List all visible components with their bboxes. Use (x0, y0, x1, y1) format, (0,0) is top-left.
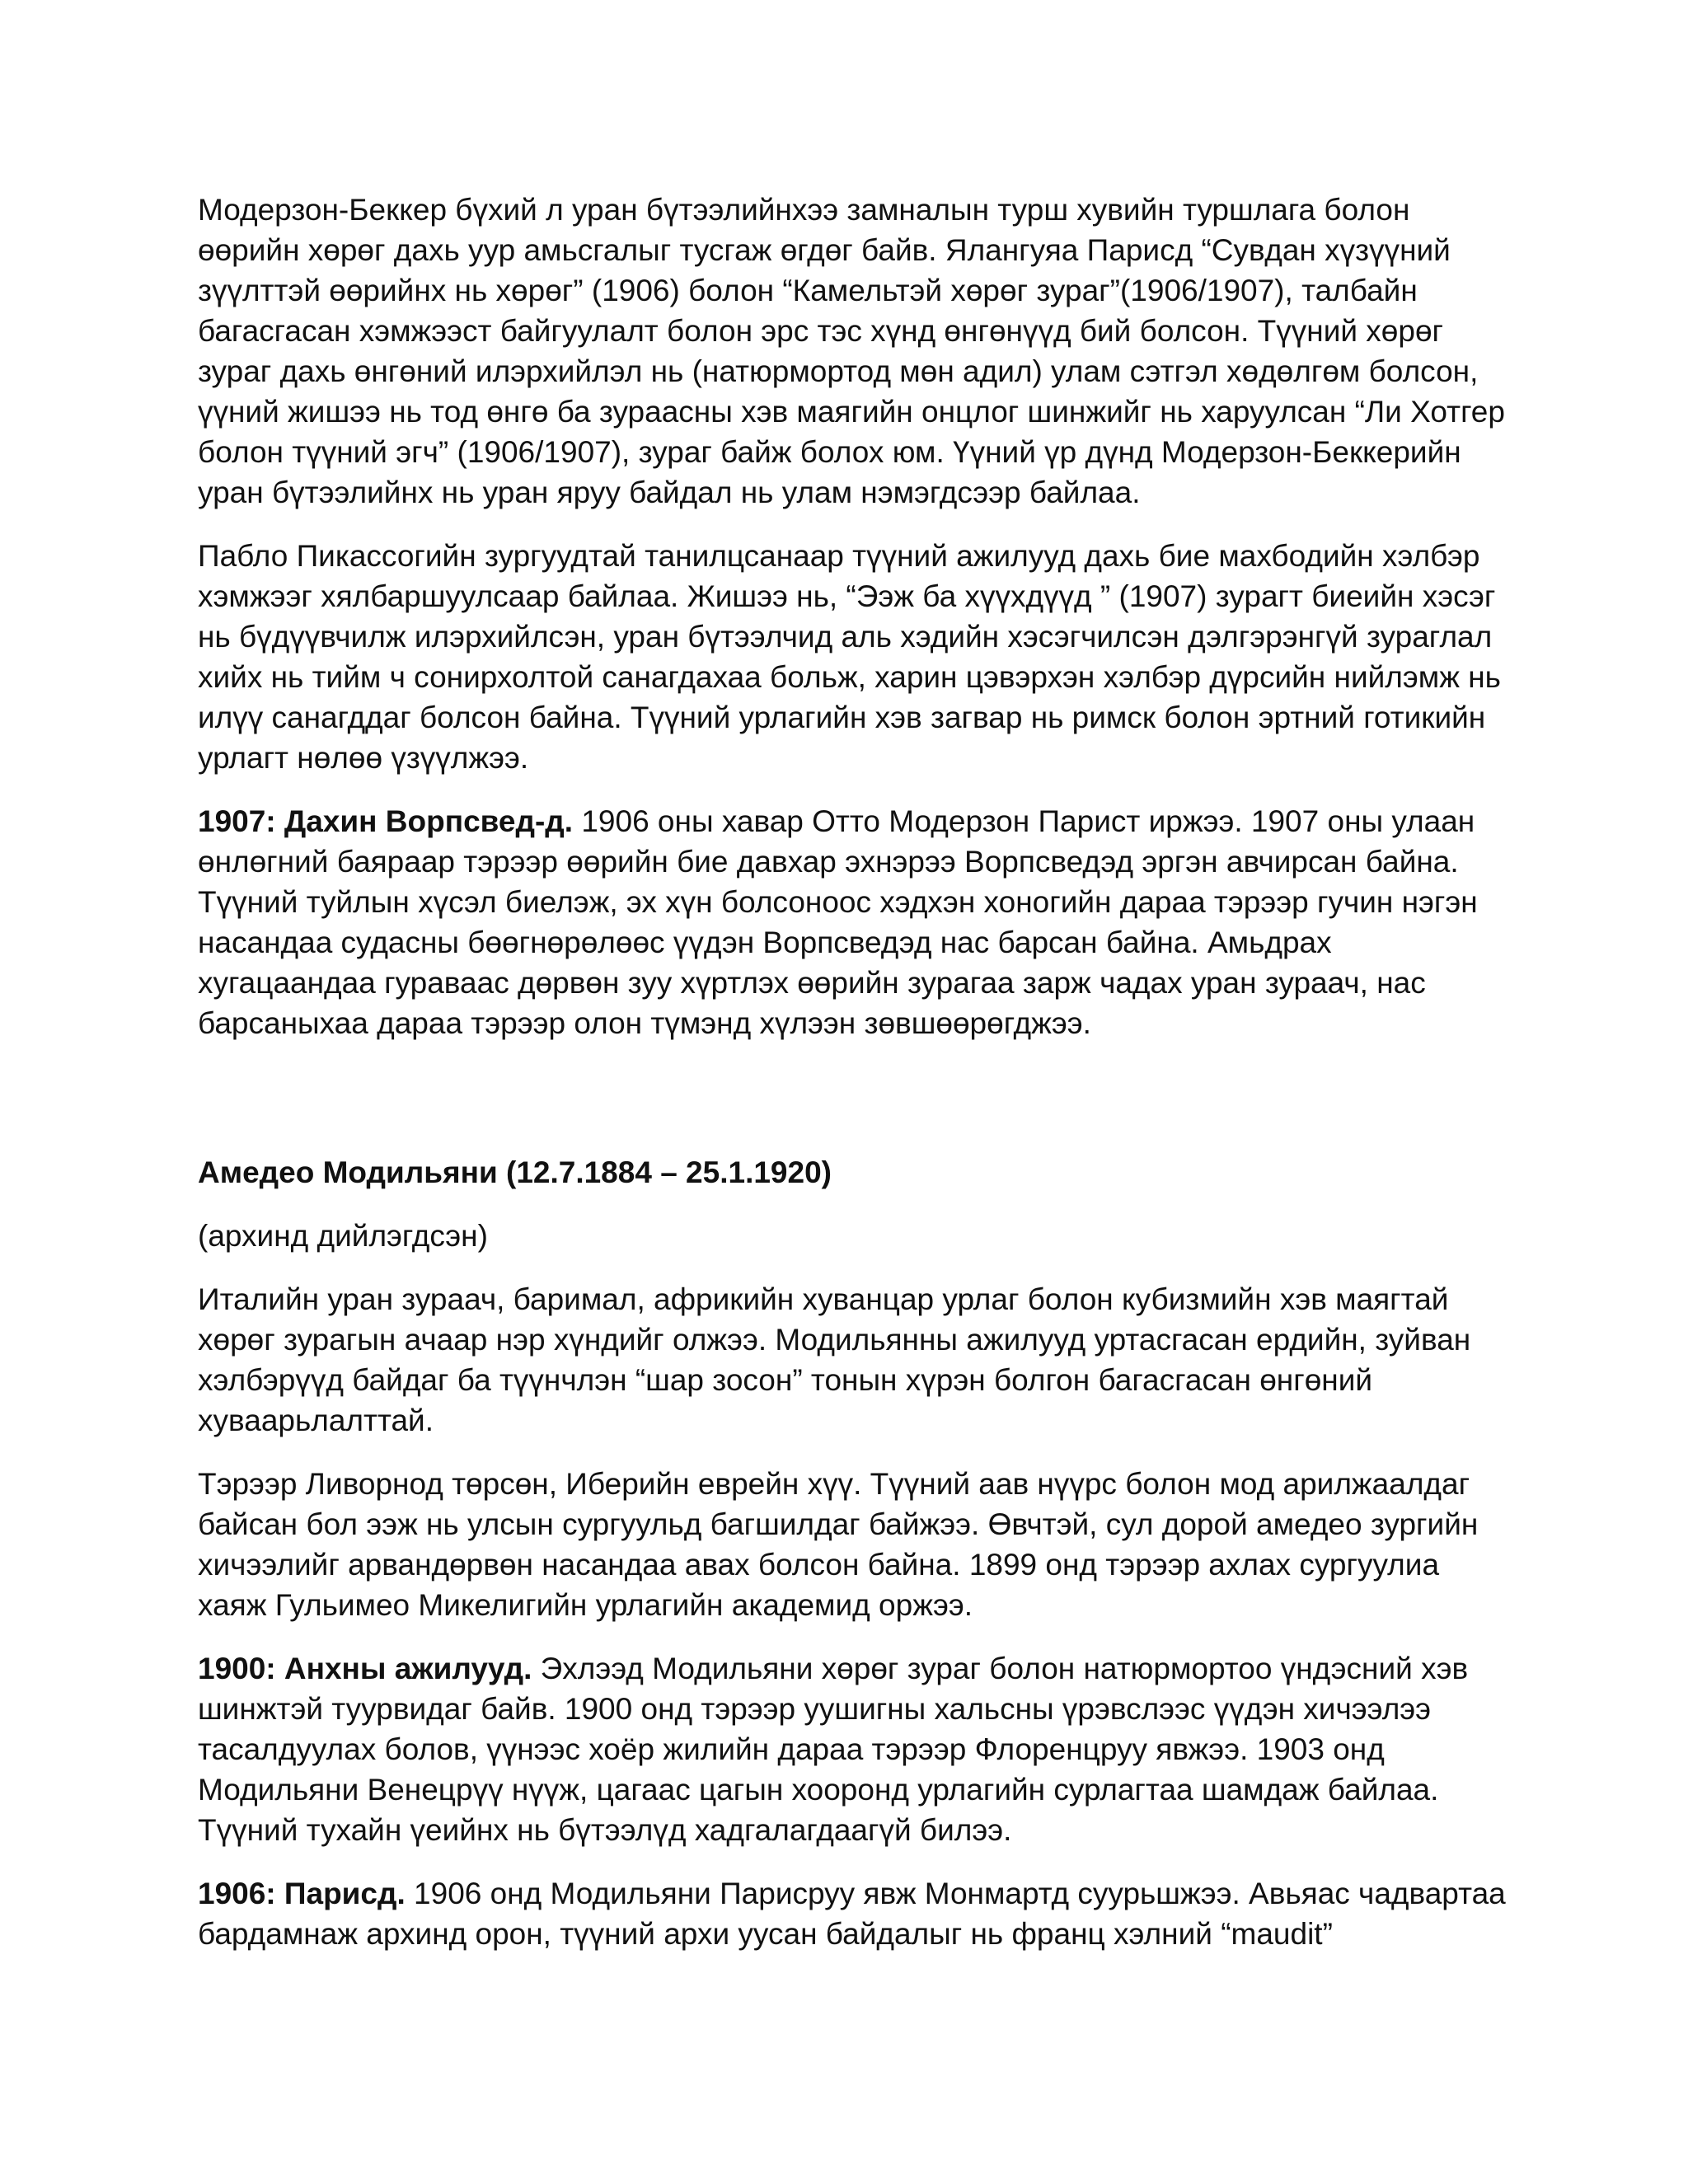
paragraph-lead-1907: 1907: Дахин Ворпсвед-д. (198, 804, 574, 838)
section-heading-modigliani: Амедео Модильяни (12.7.1884 – 25.1.1920) (198, 1155, 832, 1189)
document-page (198, 190, 1508, 1977)
section-subtitle: (архинд дийлэгдсэн) (198, 1219, 488, 1253)
paragraph-1906-paris (198, 1873, 1508, 1954)
paragraph-body-1907: 1906 оны хавар Отто Модерзон Парист иржээ. 1907 оны улаан өнлөгний баяраар тэрээр өөрийн бие давхар эхнэрээ Ворпсведэд эргэн авчирсан байна. Түүний туйлын хүсэл биелэж, эх хүн болсоноос хэдхэн хоногийн дараа тэрээр гучин нэгэн насандаа судасны бөөгнөрөлөөс үүдэн Ворпсведэд нас барсан байна. Амьдрах хугацаандаа гураваас дөрвөн зуу хүртлэх өөрийн зурагаа зарж чадах уран зураач, нас барсаныхаа дараа тэрээр олон түмэнд хүлээн зөвшөөрөгджээ. (198, 804, 1478, 1040)
paragraph-body-1906: 1906 онд Модильяни Парисруу явж Монмартд суурьшжээ. Авьяас чадвартаа бардамнаж архинд орон, түүний архи уусан байдалыг нь франц хэлний “maudit” (198, 1877, 1506, 1951)
paragraph-modigliani-early-life: Тэрээр Ливорнод төрсөн, Иберийн еврейн хүү. Түүний аав нүүрс болон мод арилжаалдаг байсан бол ээж нь улсын сургуульд багшилдаг байжээ. Өвчтэй, сул дорой амедео зургийн хичээлийг арвандөрвөн насандаа авах болсон байна. 1899 онд тэрээр ахлах сургуулиа хаяж Гульимео Микелигийн урлагийн академид оржээ. (198, 1467, 1479, 1622)
paragraph-lead-1906: 1906: Парисд. (198, 1877, 406, 1910)
paragraph-picasso-influence: Пабло Пикассогийн зургуудтай танилцсанаар түүний ажилууд дахь бие махбодийн хэлбэр хэмжээг хялбаршуулсаар байлаа. Жишээ нь, “Ээж ба хүүхдүүд ” (1907) зурагт биеийн хэсэг нь бүдүүвчилж илэрхийлсэн, уран бүтээлчид аль хэдийн хэсэгчилсэн дэлгэрэнгүй зураглал хийх нь тийм ч сонирхолтой санагдахаа больж, харин цэвэрхэн хэлбэр дүрсийн нийлэмж нь илүү санагддаг болсон байна. Түүний урлагийн хэв загвар нь римск болон эртний готикийн урлагт нөлөө үзүүлжээ. (198, 539, 1501, 775)
section-spacer (198, 1066, 1508, 1152)
paragraph-lead-1900: 1900: Анхны ажилууд. (198, 1652, 532, 1685)
paragraph-1900-first-works (198, 1648, 1508, 1850)
paragraph-1907-worpswede (198, 801, 1508, 1043)
paragraph-modigliani-intro: Италийн уран зураач, баримал, африкийн хуванцар урлаг болон кубизмийн хэв маягтай хөрөг зурагын ачаар нэр хүндийг олжээ. Модильянны ажилууд уртасгасан ердийн, зуйван хэлбэрүүд байдаг ба түүнчлэн “шар зосон” тонын хүрэн болгон багасгасан өнгөний хуваарьлалттай. (198, 1282, 1471, 1437)
paragraph-modersohn-portraits: Модерзон-Беккер бүхий л уран бүтээлийнхээ замналын турш хувийн туршлага болон өөрийн хөрөг дахь уур амьсгалыг тусгаж өгдөг байв. Ялангуяа Парисд “Сувдан хүзүүний зүүлттэй өөрийнх нь хөрөг” (1906) болон “Камельтэй хөрөг зураг”(1906/1907), талбайн багасгасан хэмжээст байгуулалт болон эрс тэс хүнд өнгөнүүд бий болсон. Түүний хөрөг зураг дахь өнгөний илэрхийлэл нь (натюрмортод мөн адил) улам сэтгэл хөдөлгөм болсон, үүний жишээ нь тод өнгө ба зураасны хэв маягийн онцлог шинжийг нь харуулсан “Ли Хотгер болон түүний эгч” (1906/1907), зураг байж болох юм. Үүний үр дүнд Модерзон-Беккерийн уран бүтээлийнх нь уран яруу байдал нь улам нэмэгдсээр байлаа. (198, 193, 1505, 509)
paragraph-body-1900: Эхлээд Модильяни хөрөг зураг болон натюрмортоо үндэсний хэв шинжтэй туурвидаг байв. 1900 онд тэрээр уушигны хальсны үрэвслээс үүдэн хичээлээ тасалдуулах болов, үүнээс хоёр жилийн дараа тэрээр Флоренцруу явжээ. 1903 онд Модильяни Венецрүү нүүж, цагаас цагын хооронд урлагийн сурлагтаа шамдаж байлаа. Түүний тухайн үеийнх нь бүтээлүд хадгалагдаагүй билээ. (198, 1652, 1469, 1847)
